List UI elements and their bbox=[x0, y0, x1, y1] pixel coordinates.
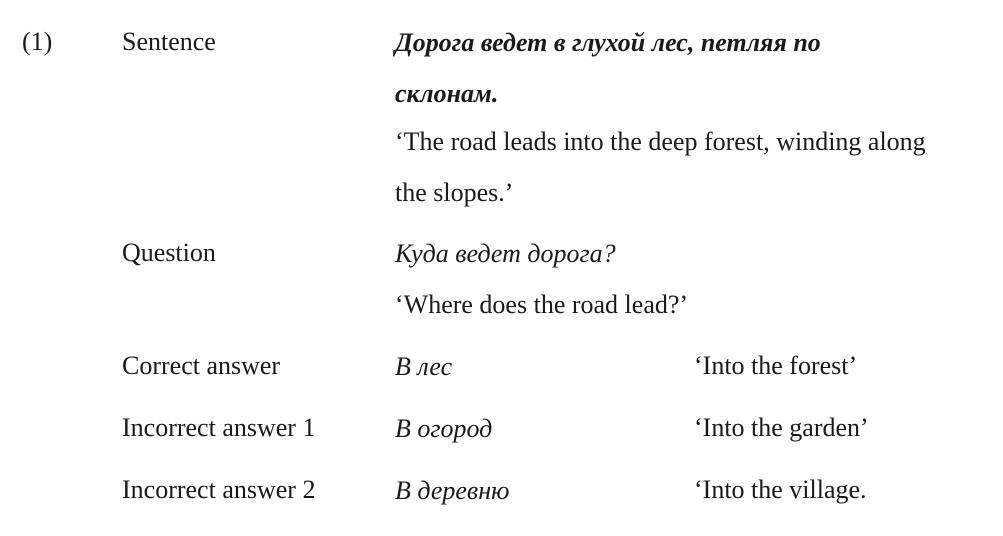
example-number: (1) bbox=[22, 27, 53, 56]
answer-russian: В деревню bbox=[395, 476, 510, 505]
answer-russian: В огород bbox=[395, 414, 493, 443]
sentence-russian-line2: склонам. bbox=[395, 79, 499, 108]
question-russian: Куда ведет дорога? bbox=[395, 239, 616, 268]
answer-label: Incorrect answer 1 bbox=[122, 413, 316, 442]
answer-english: ‘Into the garden’ bbox=[694, 413, 869, 442]
answer-label: Incorrect answer 2 bbox=[122, 475, 316, 504]
question-english: ‘Where does the road lead?’ bbox=[395, 290, 689, 319]
question-label: Question bbox=[122, 238, 216, 267]
sentence-russian-line1: Дорога ведет в глухой лес, петляя по bbox=[395, 28, 821, 57]
answer-english: ‘Into the forest’ bbox=[694, 351, 858, 380]
answer-label: Correct answer bbox=[122, 351, 281, 380]
sentence-label: Sentence bbox=[122, 27, 216, 56]
sentence-english-line1: ‘The road leads into the deep forest, winding along bbox=[395, 127, 926, 156]
answer-russian: В лес bbox=[395, 352, 453, 381]
sentence-english-line2: the slopes.’ bbox=[395, 178, 514, 207]
answer-english: ‘Into the village. bbox=[694, 475, 867, 504]
